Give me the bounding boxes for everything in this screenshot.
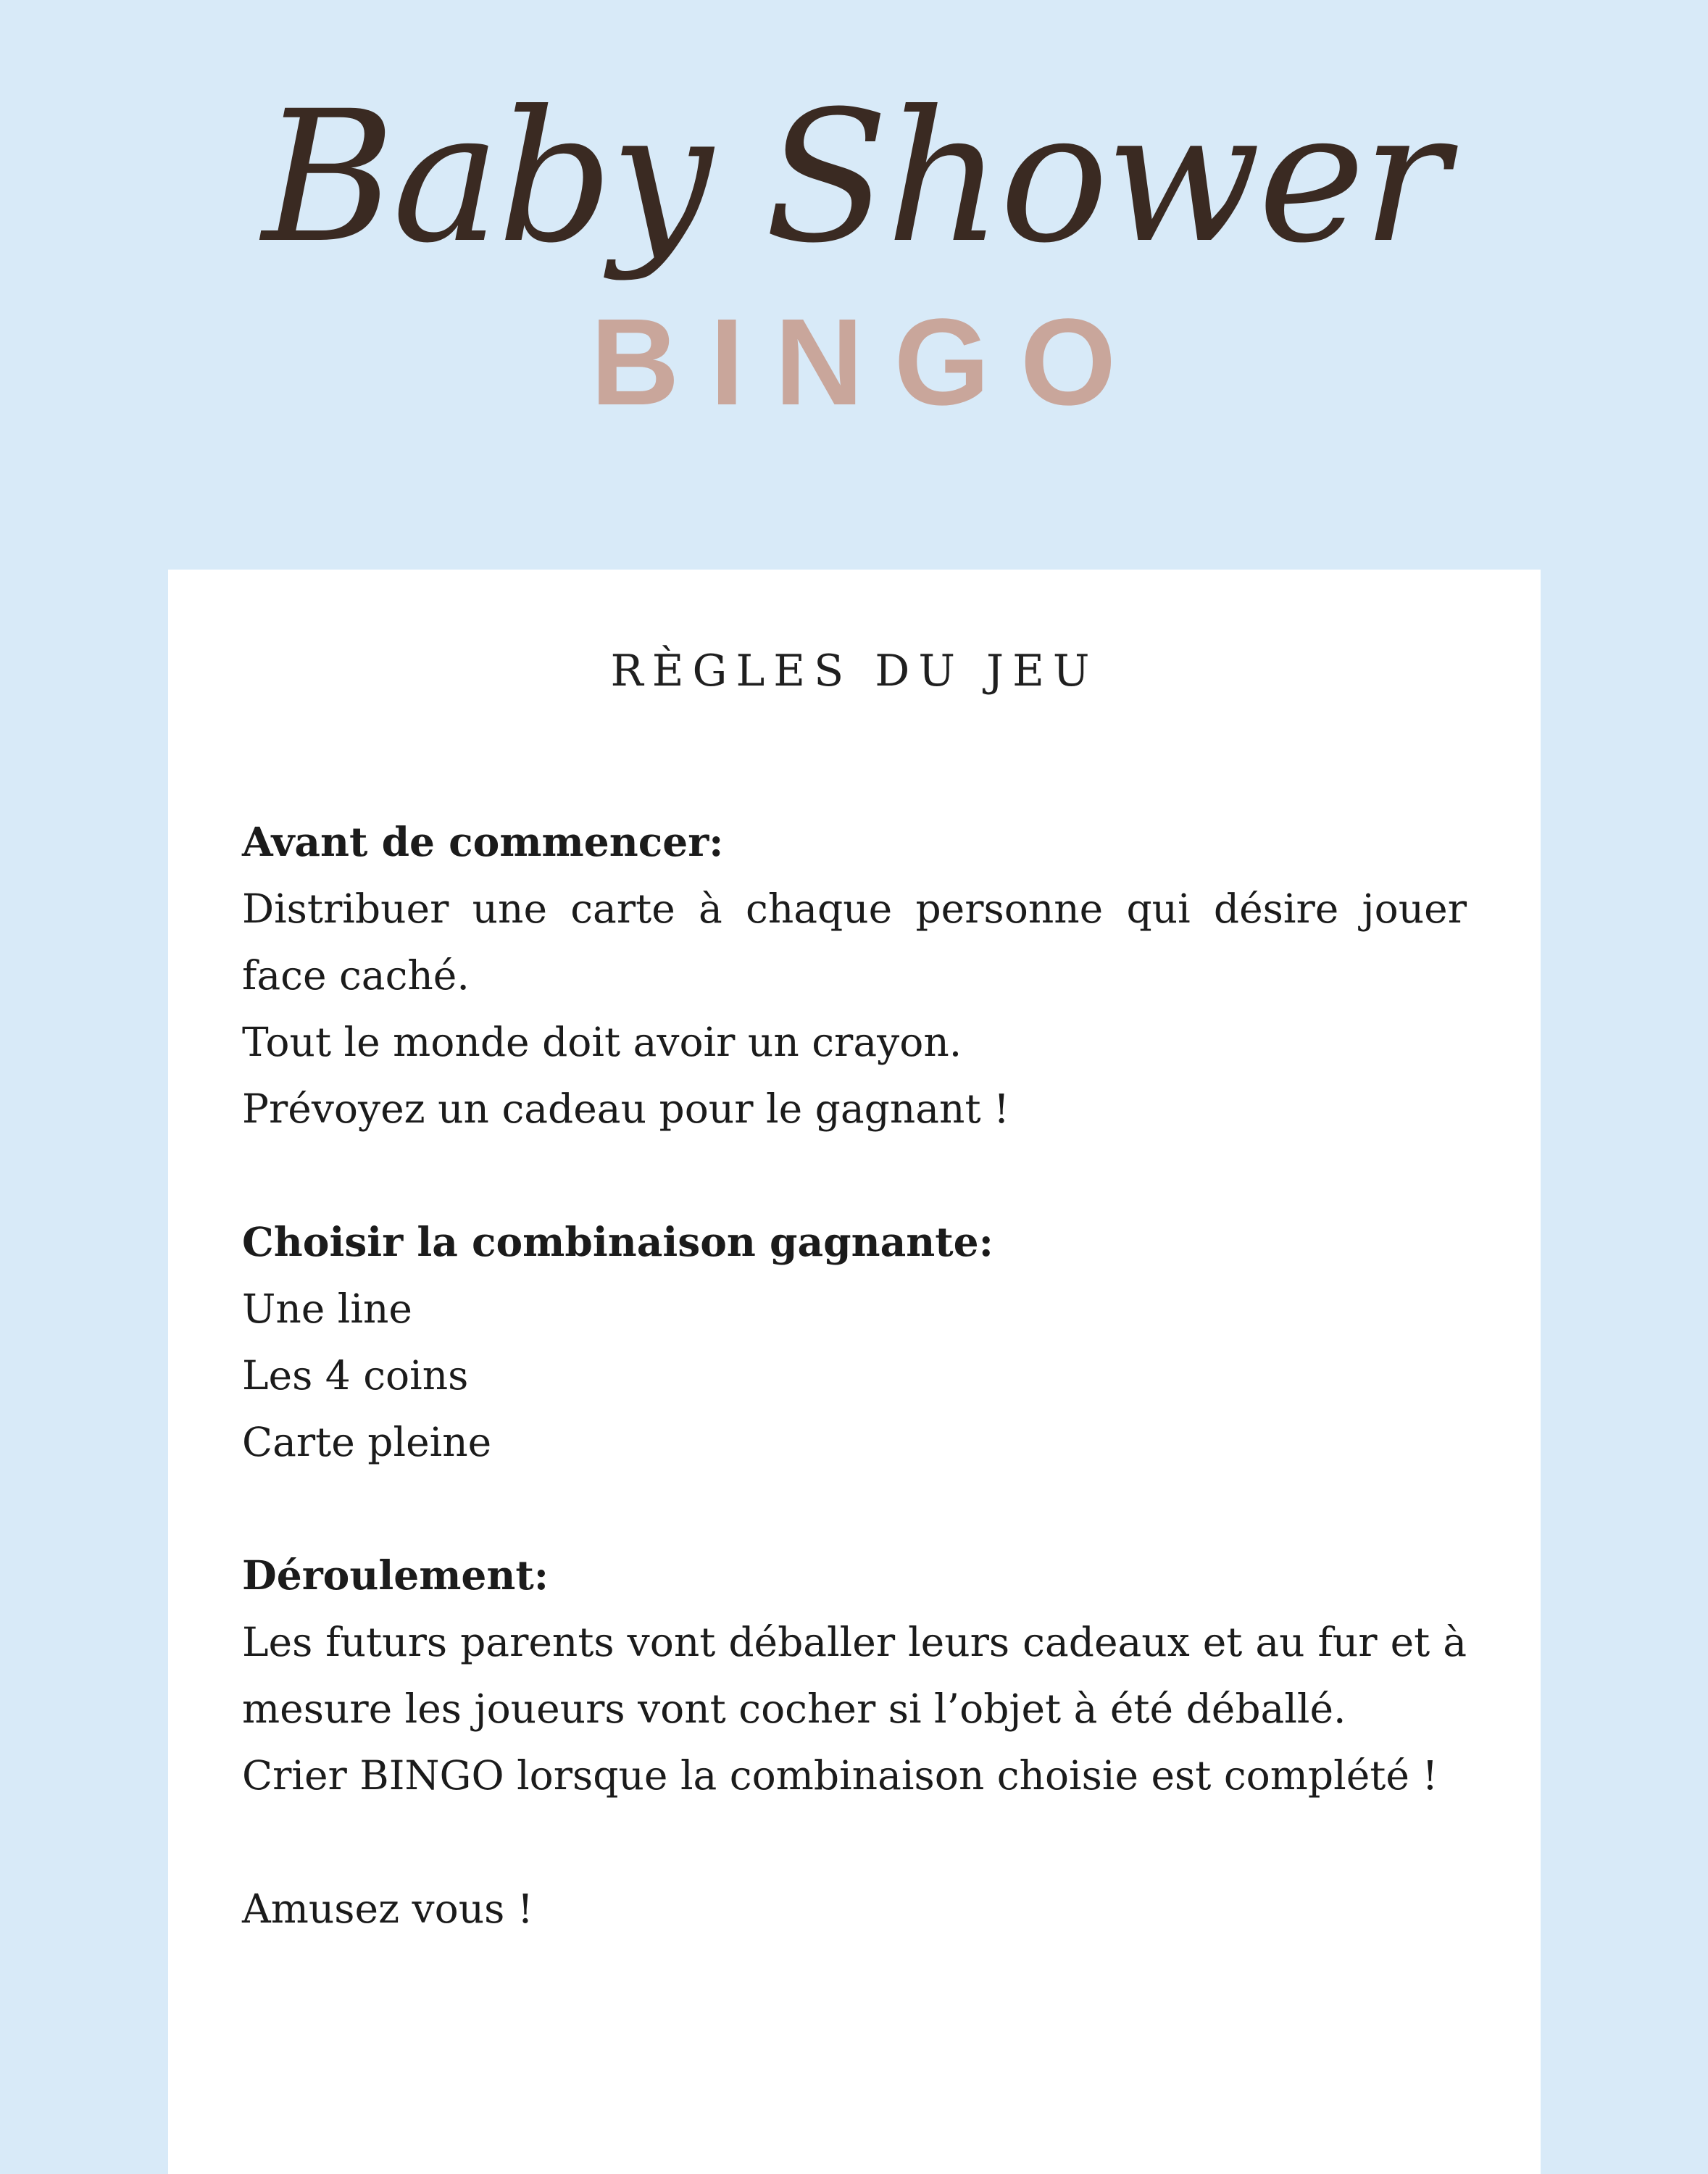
rules-heading: RÈGLES DU JEU [610, 646, 1099, 696]
rule-line: Une line [242, 1286, 412, 1332]
section-title: Choisir la combinaison gagnante: [242, 1218, 993, 1265]
rule-line: Les futurs parents vont déballer leurs cadeaux et au fur et à mesure les joueurs vont cocher si l’objet à été déballé. [242, 1619, 1467, 1732]
rule-line: Carte pleine [242, 1419, 492, 1465]
rules-card [168, 570, 1541, 2174]
section-title: Avant de commencer: [242, 818, 724, 865]
section-progress [242, 1542, 1467, 1809]
section-winning-combination [242, 1209, 1467, 1475]
rule-line: Crier BINGO lorsque la combinaison choisie est complété ! [242, 1752, 1438, 1799]
rule-line: Tout le monde doit avoir un crayon. [242, 1019, 962, 1065]
rule-line: Prévoyez un cadeau pour le gagnant ! [242, 1086, 1010, 1132]
bingo-title: BINGO [590, 293, 1147, 431]
baby-shower-script-title: Baby Shower [262, 72, 1446, 283]
rule-line: Distribuer une carte à chaque personne qui désire jouer face caché. [242, 886, 1467, 999]
header [0, 0, 1708, 570]
section-before-start [242, 809, 1467, 1142]
closing-text: Amusez vous ! [242, 1886, 533, 1932]
rule-line: Les 4 coins [242, 1352, 469, 1399]
rules-content [242, 809, 1467, 1942]
section-title: Déroulement: [242, 1552, 549, 1599]
